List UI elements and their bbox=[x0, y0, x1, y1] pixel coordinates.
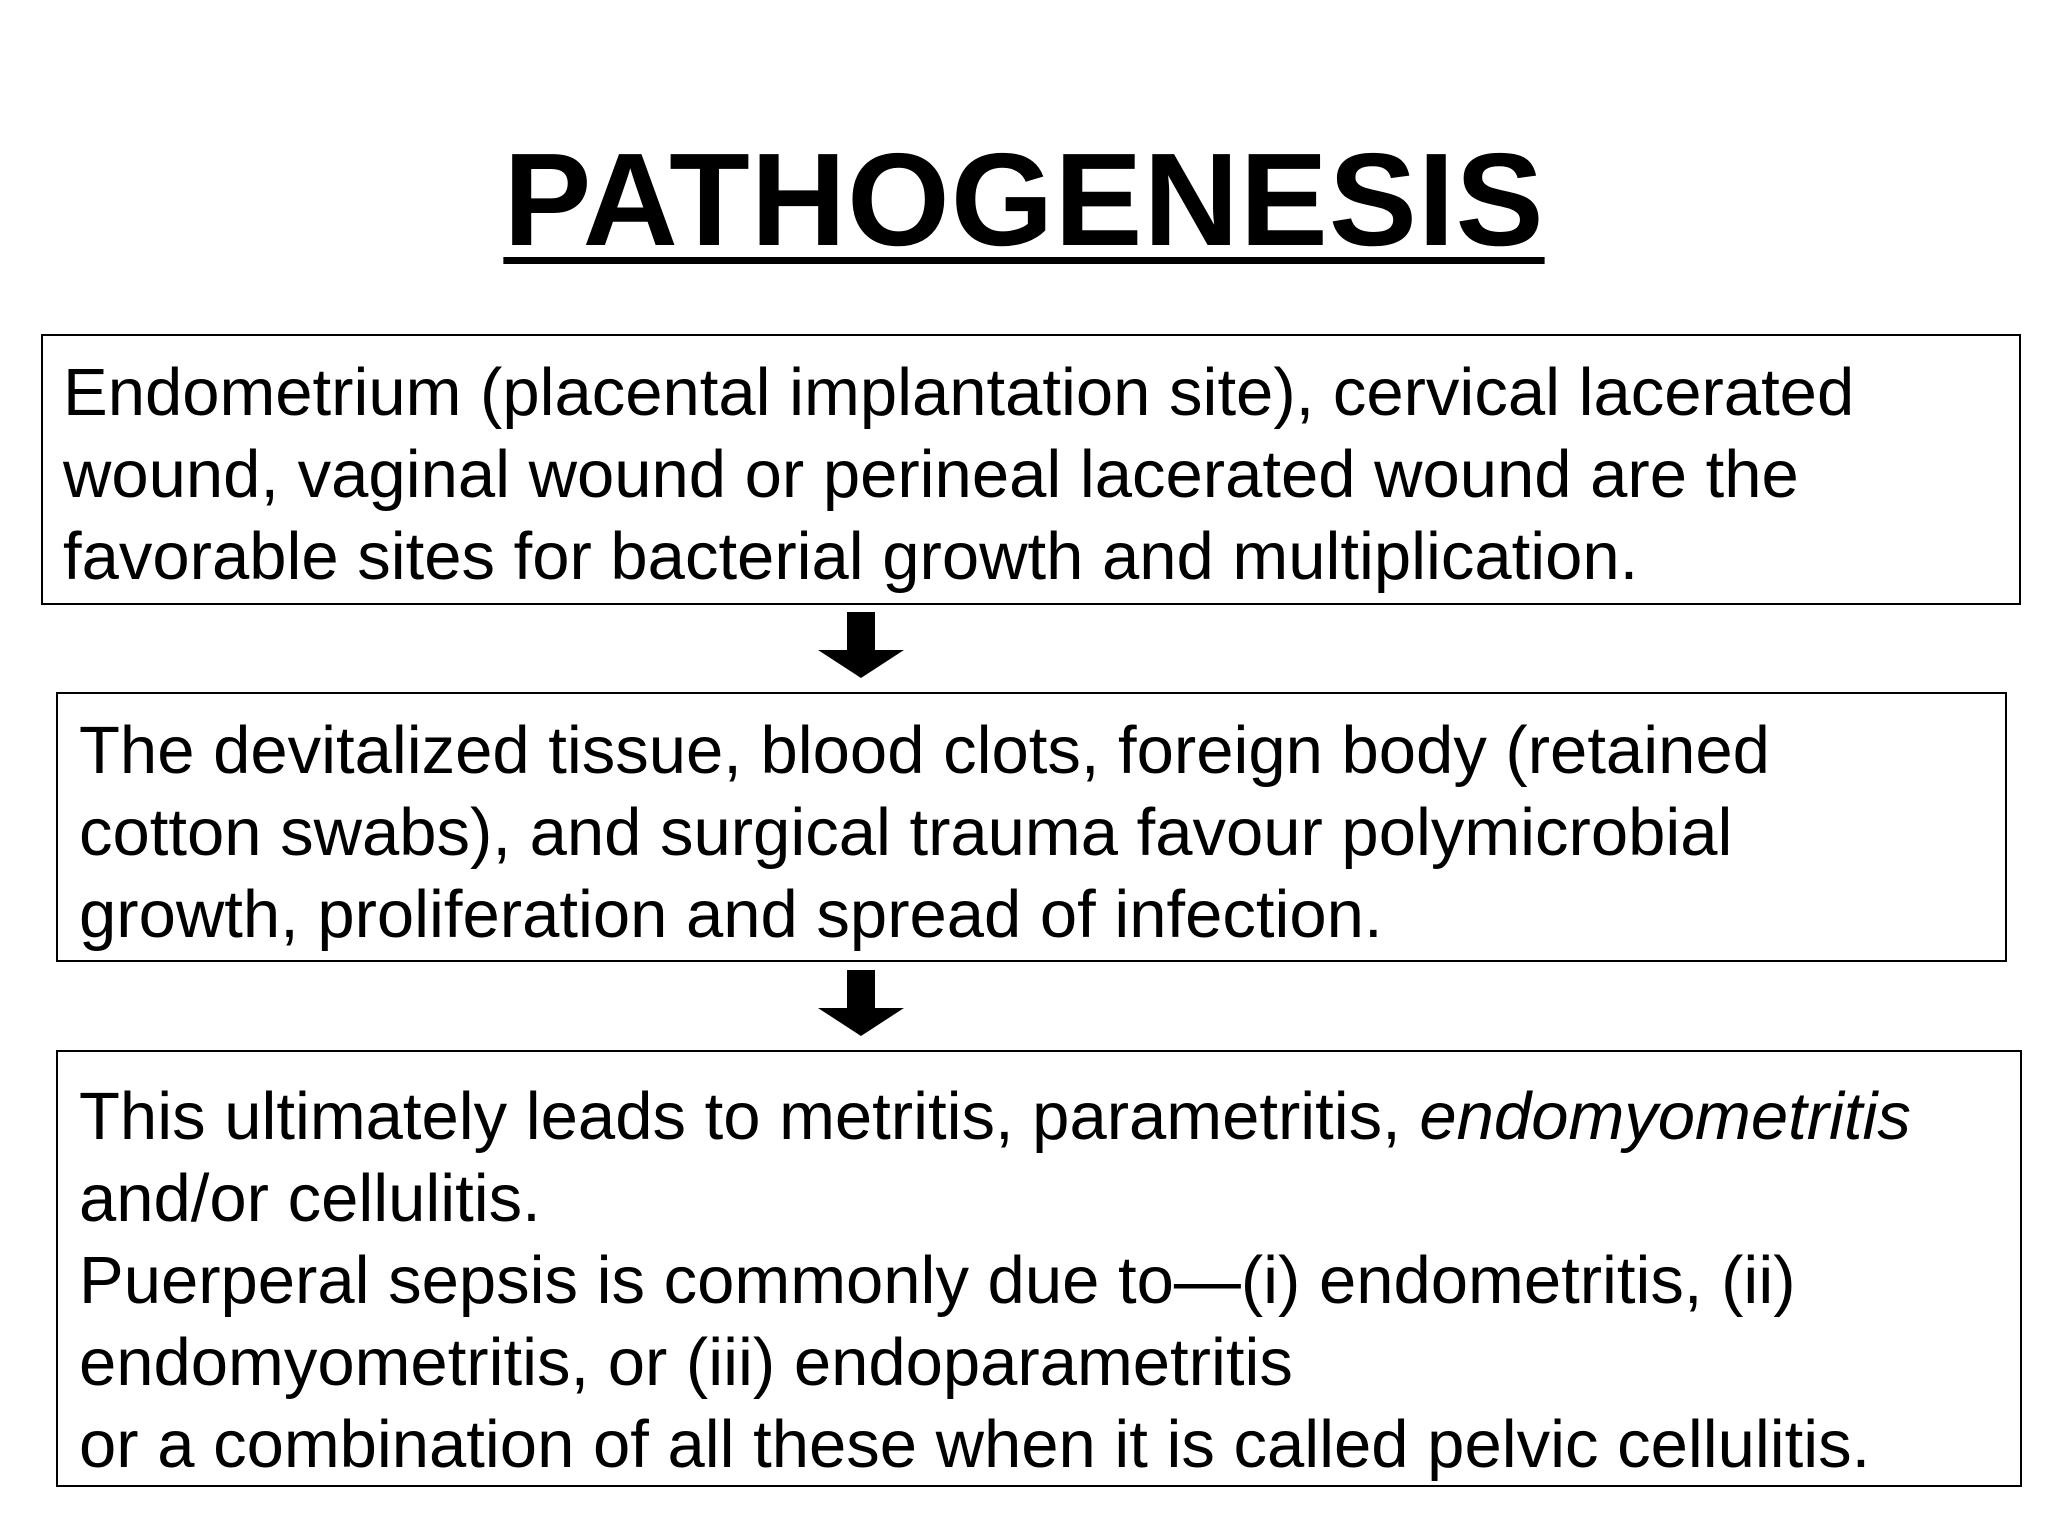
flow-box-2-line-3: growth, proliferation and spread of infection. bbox=[79, 877, 1383, 952]
flow-box-2-text bbox=[58, 694, 2005, 956]
flow-box-1 bbox=[41, 334, 2021, 605]
slide-title bbox=[0, 125, 2048, 275]
flow-box-2-line-2: cotton swabs), and surgical trauma favour polymicrobial bbox=[79, 795, 1733, 870]
flow-box-2 bbox=[56, 692, 2007, 962]
flow-box-3-line-4: endomyometritis, or (iii) endoparametritis bbox=[79, 1325, 1293, 1400]
flow-box-1-line-2: wound, vaginal wound or perineal lacerated wound are the bbox=[63, 437, 1799, 512]
flow-box-3-text bbox=[58, 1052, 2020, 1486]
flow-box-1-line-3: favorable sites for bacterial growth and multiplication. bbox=[63, 519, 1639, 594]
flow-box-2-line-1: The devitalized tissue, blood clots, foreign body (retained bbox=[79, 713, 1770, 788]
down-arrow-icon bbox=[816, 612, 906, 678]
flow-box-1-text bbox=[43, 336, 2019, 598]
flow-box-3 bbox=[56, 1050, 2022, 1487]
flow-box-3-line-1-italic: endomyometritis bbox=[1419, 1079, 1911, 1154]
flow-box-3-line-2: and/or cellulitis. bbox=[79, 1161, 541, 1236]
flow-box-3-line-5: or a combination of all these when it is called pelvic cellulitis. bbox=[79, 1407, 1871, 1482]
flow-box-3-line-1-plain: This ultimately leads to metritis, parametritis, bbox=[79, 1079, 1420, 1154]
flow-box-1-line-1: Endometrium (placental implantation site), cervical lacerated bbox=[63, 355, 1855, 430]
flow-box-3-line-1 bbox=[79, 1079, 1911, 1154]
down-arrow-icon bbox=[816, 970, 906, 1036]
slide-title-text: PATHOGENESIS bbox=[503, 126, 1545, 273]
flow-box-3-line-3: Puerperal sepsis is commonly due to—(i) endometritis, (ii) bbox=[79, 1243, 1796, 1318]
